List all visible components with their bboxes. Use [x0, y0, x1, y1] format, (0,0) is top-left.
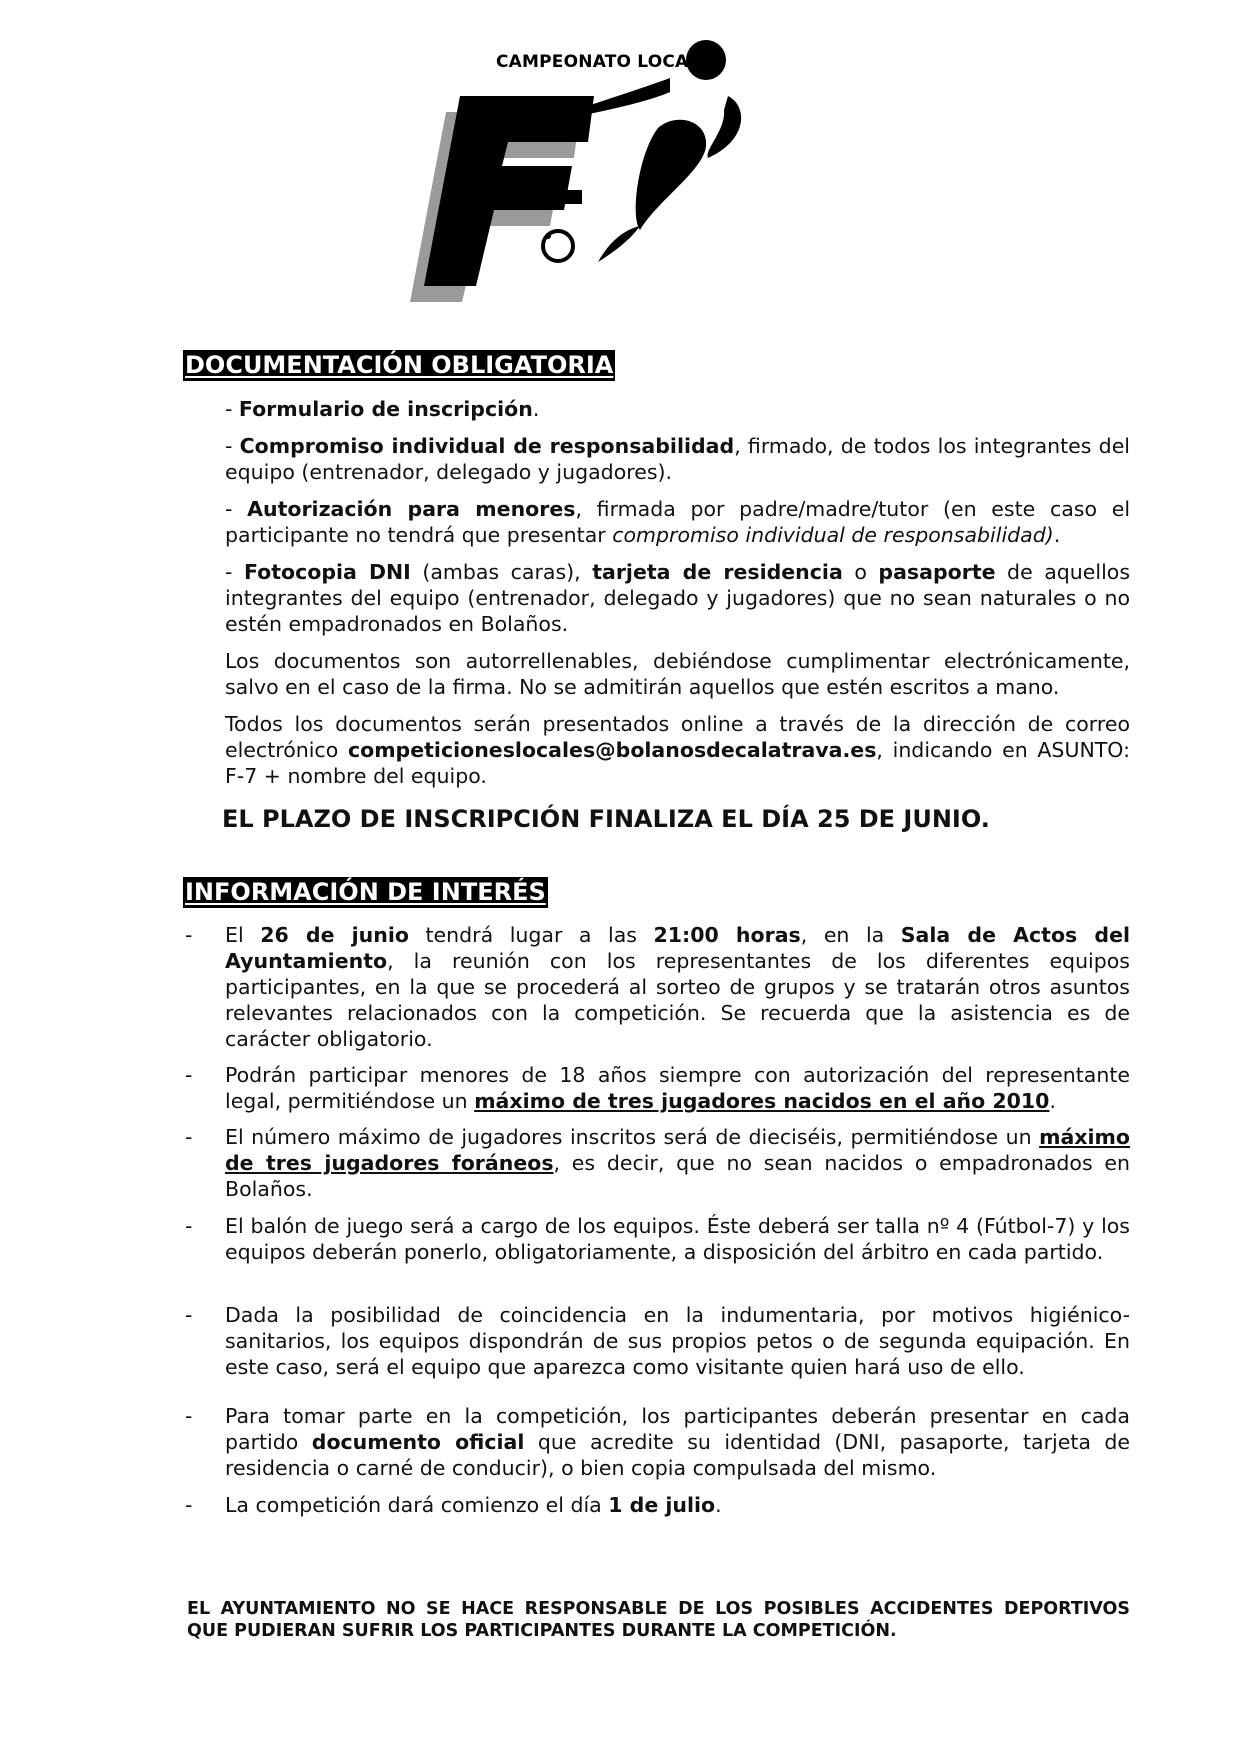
championship-logo — [408, 30, 848, 315]
list-dash: - — [185, 1493, 193, 1517]
f7-logo-graphic — [408, 30, 848, 315]
registration-deadline: EL PLAZO DE INSCRIPCIÓN FINALIZA EL DÍA 25 DE JUNIO. — [222, 805, 990, 833]
list-dash: - — [185, 923, 193, 947]
liability-disclaimer: EL AYUNTAMIENTO NO SE HACE RESPONSABLE DE LOS POSIBLES ACCIDENTES DEPORTIVOS QUE PUDIERAN SUFRIR LOS PARTICIPANTES DURANTE LA COMPETICIÓN. — [187, 1599, 1130, 1641]
document-page: CAMPEONATO LOCAL DOCUMENTACIÓN OBLIGATORIA - Formulario de inscripción. - Compromiso individual de responsabilidad, firmado, de todos los integrantes del equipo (entrenador, delegado y jugadores). - Autorización para menores, firmada por padre/madre/tutor (en este caso el participante no tendrá que presentar compromiso individual de responsabilidad). - Fotocopia DNI (ambas caras), tarjeta de residencia o pasaporte de aquellos integrantes del equipo (entrenador, delegado y jugadores) que no sean naturales o no estén empadronados en Bolaños. Los documentos son autorrellenables, debiéndose cumplimentar electrónicamente, salvo en el caso de la firma. No se admitirán aquellos que estén escritos a mano. Todos los documentos serán presentados online a través de la dirección de correo electrónico competicioneslocales@bolanosdecalatrava.es, indicando en ASUNTO: F-7 + nombre del equipo. EL PLAZO DE INSCRIPCIÓN FINALIZA EL DÍA 25 DE JUNIO. INFORMACIÓN DE INTERÉS - El 26 de junio tendrá lugar a las 21:00 horas, en la Sala de Actos del Ayuntamiento, la reunión con los representantes de los diferentes equipos participantes, en la que se procederá al sorteo de grupos y se tratarán otros asuntos relevantes relacionados con la competición. Se recuerda que la asistencia es de carácter obligatorio. - Podrán participar menores de 18 años siempre con autorización del representante legal, permitiéndose un máximo de tres jugadores nacidos en el año 2010. - El número máximo de jugadores inscritos será de dieciséis, permitiéndose un máximo de tres jugadores foráneos, es decir, que no sean nacidos o empadronados en Bolaños. - El balón de juego será a cargo de los equipos. Éste deberá ser talla nº 4 (Fútbol-7) y los equipos deberán ponerlo, obligatoriamente, a disposición del árbitro en cada partido. - Dada la posibilidad de coincidencia en la indumentaria, por motivos higiénico-sanitarios, los equipos dispondrán de sus propios petos o de segunda equipación. En este caso, será el equipo que aparezca como visitante quien hará uso de ello. - Para tomar parte en la competición, los participantes deberán presentar en cada partido documento oficial que acredite su identidad (DNI, pasaporte, tarjeta de residencia o carné de conducir), o bien copia compulsada del mismo. - La competición dará comienzo el día 1 de julio. EL AYUNTAMIENTO NO SE HACE RESPONSABLE DE LOS POSIBLES ACCIDENTES DEPORTIVOS QUE PUDIERAN SUFRIR LOS PARTICIPANTES DURANTE LA COMPETICIÓN. — [0, 0, 1241, 1754]
list-dash: - — [185, 1404, 193, 1428]
list-dash: - — [185, 1063, 193, 1087]
list-dash: - — [185, 1214, 193, 1238]
doc-item-autorizacion: - Autorización para menores, firmada por padre/madre/tutor (en este caso el participante no tendrá que presentar compromiso individual de responsabilidad). — [225, 497, 1131, 547]
doc-online-paragraph: Todos los documentos serán presentados online a través de la dirección de correo electrónico competicioneslocales@bolanosdecalatrava.es, indicando en ASUNTO: F-7 + nombre del equipo. — [225, 712, 1130, 788]
contact-email[interactable]: competicioneslocales@bolanosdecalatrava.es — [347, 738, 877, 762]
list-dash: - — [185, 1303, 193, 1327]
section-heading-documentacion: DOCUMENTACIÓN OBLIGATORIA — [185, 351, 614, 379]
doc-item-formulario: - Formulario de inscripción. — [225, 397, 540, 421]
list-dash: - — [185, 1125, 193, 1149]
logo-title: CAMPEONATO LOCAL — [496, 52, 700, 72]
section-heading-informacion: INFORMACIÓN DE INTERÉS — [185, 878, 546, 906]
doc-item-compromiso: - Compromiso individual de responsabilidad, firmado, de todos los integrantes del equipo (entrenador, delegado y jugadores). — [225, 434, 1131, 484]
doc-autofill-paragraph: Los documentos son autorrellenables, debiéndose cumplimentar electrónicamente, salvo en el caso de la firma. No se admitirán aquellos que estén escritos a mano. — [225, 649, 1130, 699]
doc-item-fotocopia: - Fotocopia DNI (ambas caras), tarjeta de residencia o pasaporte de aquellos integrantes del equipo (entrenador, delegado y jugadores) que no sean naturales o no estén empadronados en Bolaños. — [225, 560, 1131, 636]
